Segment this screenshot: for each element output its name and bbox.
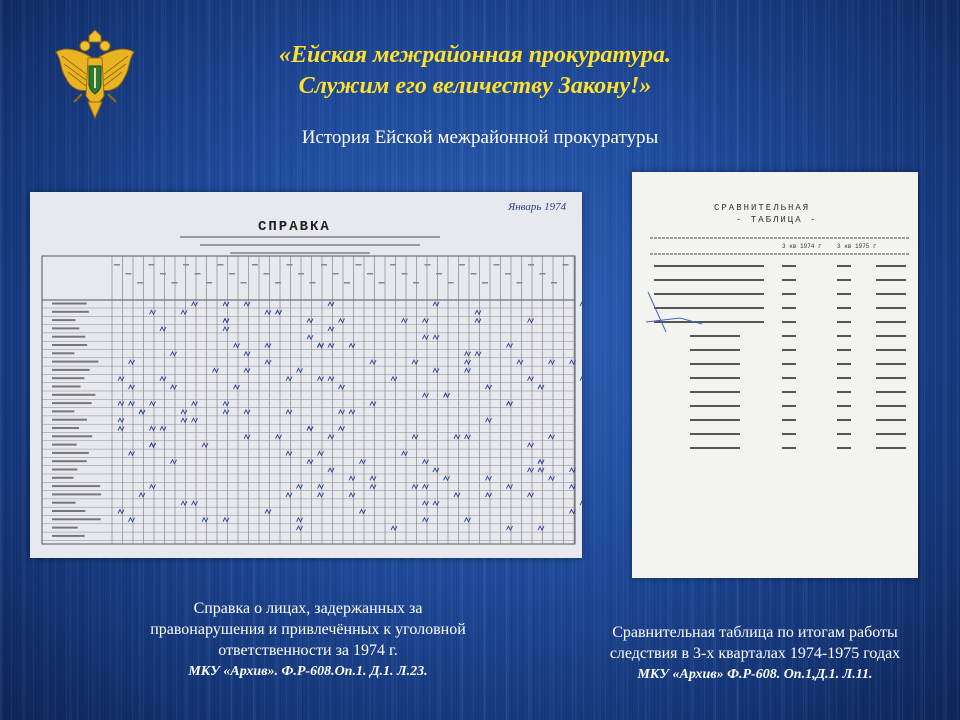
document-heading: СПРАВКА: [258, 219, 331, 235]
table-col-b: 3 кв 1975 г: [837, 243, 877, 250]
title-line-1: «Ейская межрайонная прокуратура.: [279, 42, 671, 68]
archive-document-certificate: [30, 192, 582, 558]
page-subtitle: История Ейской межрайонной прокуратуры: [301, 127, 659, 148]
table-heading: СРАВНИТЕЛЬНАЯ: [714, 203, 811, 213]
caption-left-line-3: ответственности за 1974 г.: [218, 642, 398, 659]
caption-left-line-1: Справка о лицах, задержанных за: [193, 600, 423, 617]
document-corner-note: Январь 1974: [508, 201, 567, 213]
title-line-2: Служим его величеству Закону!»: [298, 73, 652, 99]
caption-left: [92, 598, 524, 682]
prosecutor-emblem-icon: [52, 30, 138, 120]
caption-right-line-1: Сравнительная таблица по итогам работы: [612, 624, 898, 641]
caption-right-line-2: следствия в 3-х кварталах 1974-1975 годах: [609, 645, 901, 662]
caption-right: [556, 622, 954, 685]
caption-right-source: МКУ «Архив» Ф.Р-608. Оп.1,Д.1. Л.11.: [637, 667, 873, 682]
table-heading-2: - ТАБЛИЦА -: [736, 215, 818, 225]
caption-left-line-2: правонарушения и привлечённых к уголовной: [150, 621, 466, 638]
caption-left-source: МКУ «Архив». Ф.Р-608.Оп.1. Д.1. Л.23.: [188, 664, 428, 679]
page-title: [170, 40, 780, 102]
archive-document-comparative-table: [632, 172, 918, 578]
table-col-a: 3 кв 1974 г: [782, 243, 822, 250]
